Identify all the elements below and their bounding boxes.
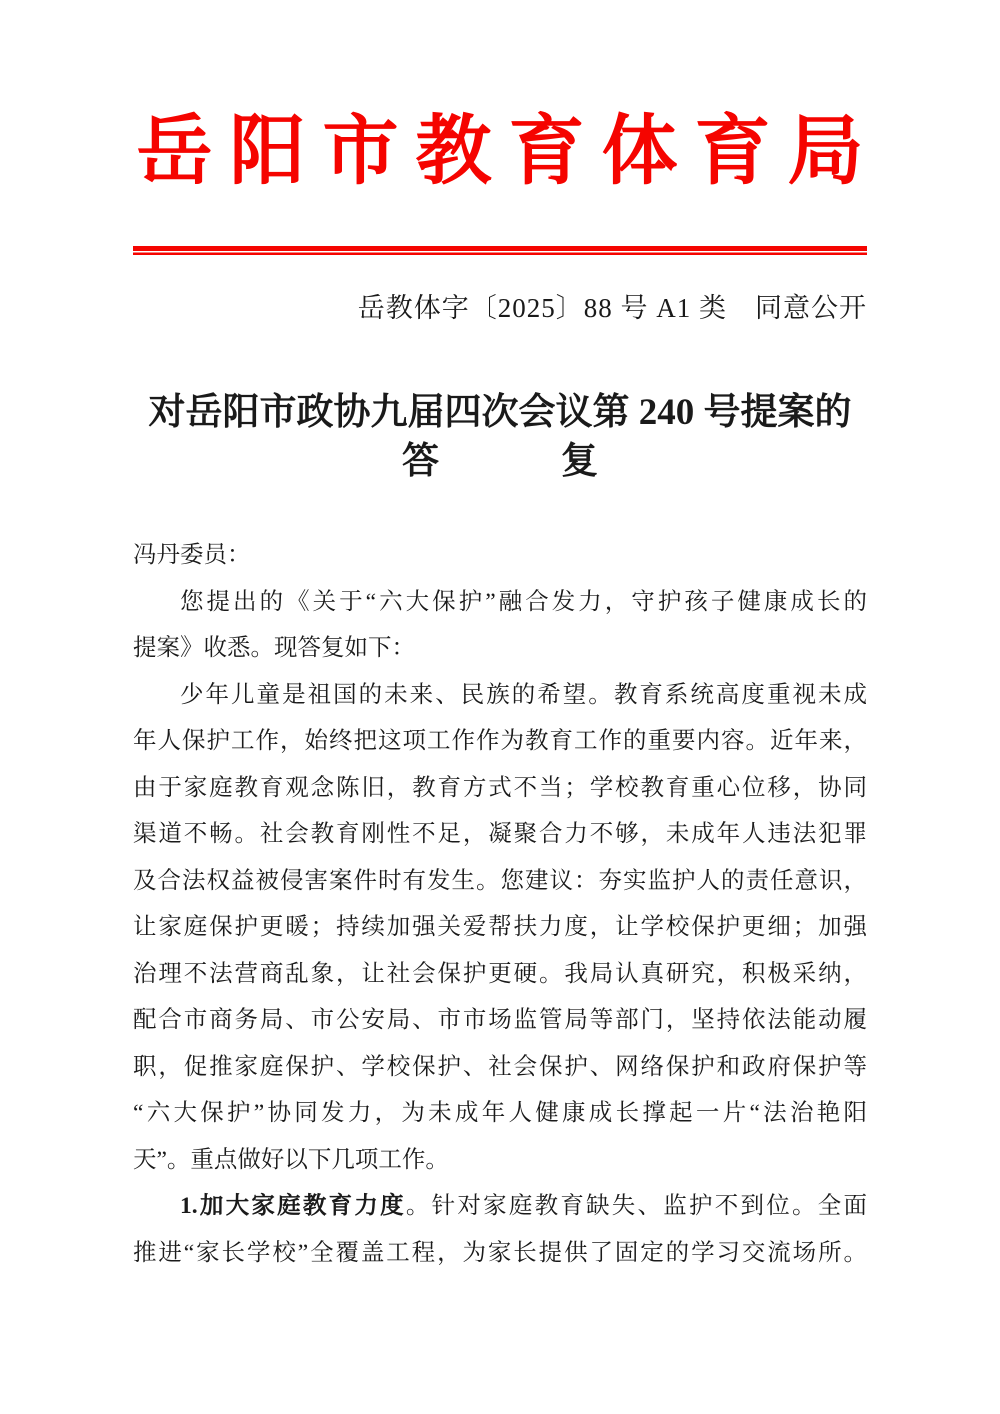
body-line: 治理不法营商乱象，让社会保护更硬。我局认真研究，积极采纳， bbox=[133, 960, 867, 987]
body-line: 让家庭保护更暖；持续加强关爱帮扶力度，让学校保护更细；加强 bbox=[133, 914, 867, 940]
body-line: 年人保护工作，始终把这项工作作为教育工作的重要内容。近年来， bbox=[133, 728, 867, 754]
reply-title bbox=[133, 388, 867, 486]
body-line: 您提出的《关于“六大保护”融合发力，守护孩子健康成长的 bbox=[180, 588, 867, 615]
body-line: 冯丹委员： bbox=[133, 542, 251, 568]
letterhead-divider-rule bbox=[133, 246, 867, 255]
reply-title-line-2 bbox=[133, 437, 867, 486]
body-line: 推进“家长学校”全覆盖工程，为家长提供了固定的学习交流场所。 bbox=[133, 1239, 867, 1266]
reply-title-line-1: 对岳阳市政协九届四次会议第 240 号提案的 bbox=[148, 392, 852, 433]
body-line: 提案》收悉。现答复如下： bbox=[133, 635, 415, 661]
bold-emphasis: 1.加大家庭教育力度 bbox=[180, 1193, 406, 1219]
answer-char-right: 复 bbox=[561, 441, 598, 482]
body-line: 少年儿童是祖国的未来、民族的希望。教育系统高度重视未成 bbox=[180, 681, 867, 708]
body-line: 及合法权益被侵害案件时有发生。您建议：夯实监护人的责任意识， bbox=[133, 867, 867, 894]
letter-body bbox=[133, 532, 867, 1276]
body-line: 渠道不畅。社会教育刚性不足，凝聚合力不够，未成年人违法犯罪 bbox=[133, 821, 867, 847]
agency-letterhead-title: 岳阳市教育体育局 bbox=[136, 110, 881, 194]
document-number: 岳教体字〔2025〕88 号 A1 类 同意公开 bbox=[357, 293, 867, 323]
body-line: 职，促推家庭保护、学校保护、社会保护、网络保护和政府保护等 bbox=[133, 1053, 867, 1080]
body-line: “六大保护”协同发力，为未成年人健康成长撑起一片“法治艳阳 bbox=[133, 1100, 867, 1126]
body-line: 配合市商务局、市公安局、市市场监管局等部门，坚持依法能动履 bbox=[133, 1007, 867, 1033]
answer-char-left: 答 bbox=[402, 441, 439, 482]
body-line: 天”。重点做好以下几项工作。 bbox=[133, 1146, 449, 1173]
body-line: 由于家庭教育观念陈旧，教育方式不当；学校教育重心位移，协同 bbox=[133, 774, 867, 801]
body-line: 1.加大家庭教育力度。针对家庭教育缺失、监护不到位。全面 bbox=[180, 1193, 868, 1219]
